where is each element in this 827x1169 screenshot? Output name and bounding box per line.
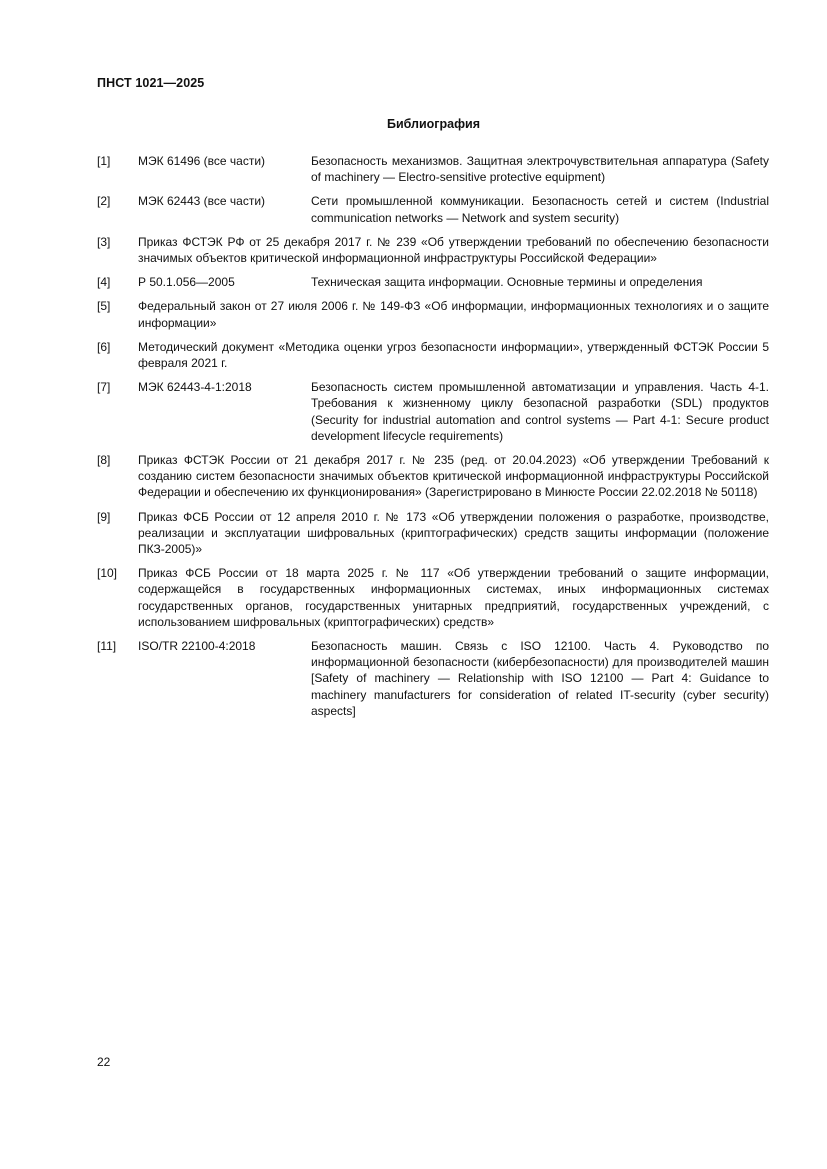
page-number: 22	[97, 1055, 111, 1069]
bibliography-entry	[97, 274, 769, 290]
bibliography-entry	[97, 339, 769, 371]
bibliography-entry	[97, 379, 769, 444]
entry-number: [8]	[97, 453, 111, 468]
entry-text: Безопасность систем промышленной автоматизации и управления. Часть 4-1. Требования к жизненному циклу безопасной разработки (SDL) продуктов (Security for industrial automation and control systems — Part 4-1: Secure product development lifecycle requirements)	[311, 380, 769, 443]
bibliography-entry	[97, 638, 769, 719]
entry-number: [9]	[97, 509, 111, 524]
page-title	[0, 117, 827, 131]
bibliography-entry	[97, 153, 769, 185]
bibliography-entry	[97, 452, 769, 501]
entry-text: Приказ ФСБ России от 18 марта 2025 г. № 117 «Об утверждении требований о защите информации, содержащейся в государственных информационных системах, иных информационных системах государственных органов, государственных унитарных предприятий, государственных учреждений, с использованием шифровальных (криптографических) средств»	[138, 566, 769, 629]
bibliography-list	[97, 153, 769, 727]
document-id: ПНСТ 1021—2025	[97, 76, 205, 90]
entry-text: Федеральный закон от 27 июля 2006 г. № 149-ФЗ «Об информации, информационных технологиях и о защите информации»	[138, 299, 769, 330]
entry-text: Безопасность машин. Связь с ISO 12100. Часть 4. Руководство по информационной безопасности (кибербезопасности) для производителей машин [Safety of machinery — Relationship with ISO 12100 — Part 4: Guidance to machinery manufacturers for consideration of related IT-security (cyber security) aspects]	[311, 639, 769, 718]
bibliography-entry	[97, 565, 769, 630]
entry-number: [11]	[97, 639, 117, 654]
entry-text: Методический документ «Методика оценки угроз безопасности информации», утвержденный ФСТЭК России 5 февраля 2021 г.	[138, 339, 769, 371]
entry-code: МЭК 61496 (все части)	[138, 154, 266, 168]
entry-code: МЭК 62443-4-1:2018	[138, 380, 252, 395]
entry-text: Приказ ФСТЭК РФ от 25 декабря 2017 г. № 239 «Об утверждении требований по обеспечению безопасности значимых объектов критической информационной инфраструктуры Российской Федерации»	[138, 234, 769, 266]
entry-text: Приказ ФСТЭК России от 21 декабря 2017 г. № 235 (ред. от 20.04.2023) «Об утверждении Требований к созданию систем безопасности значимых объектов критической информационной инфраструктуры Российской Федерации и обеспечению их функционирования» (Зарегистрировано в Минюсте России 22.02.2018 № 50118)	[138, 453, 769, 500]
entry-number: [5]	[97, 299, 111, 314]
entry-number: [4]	[97, 275, 111, 290]
entry-number: [3]	[97, 234, 111, 249]
entry-text: Сети промышленной коммуникации. Безопасность сетей и систем (Industrial communication networks — Network and system security)	[311, 194, 769, 225]
entry-code: Р 50.1.056—2005	[138, 275, 235, 290]
entry-code: МЭК 62443 (все части)	[138, 194, 266, 209]
entry-number: [6]	[97, 339, 111, 354]
bibliography-entry	[97, 193, 769, 225]
bibliography-entry	[97, 234, 769, 266]
title-text: Библиография	[386, 117, 481, 131]
entry-text: Безопасность механизмов. Защитная электрочувствительная аппаратура (Safety of machinery — Electro-sensitive protective equipment)	[311, 154, 769, 185]
entry-text: Приказ ФСБ России от 12 апреля 2010 г. № 173 «Об утверждении положения о разработке, производстве, реализации и эксплуатации шифровальных (криптографических) средств защиты информации (положение ПКЗ-2005)»	[138, 509, 769, 557]
entry-code: ISO/TR 22100-4:2018	[138, 639, 256, 654]
entry-text: Техническая защита информации. Основные термины и определения	[311, 275, 703, 290]
entry-number: [7]	[97, 380, 111, 395]
entry-number: [10]	[97, 566, 118, 581]
bibliography-entry	[97, 298, 769, 330]
entry-number: [1]	[97, 154, 111, 168]
bibliography-entry	[97, 509, 769, 558]
entry-number: [2]	[97, 194, 111, 209]
